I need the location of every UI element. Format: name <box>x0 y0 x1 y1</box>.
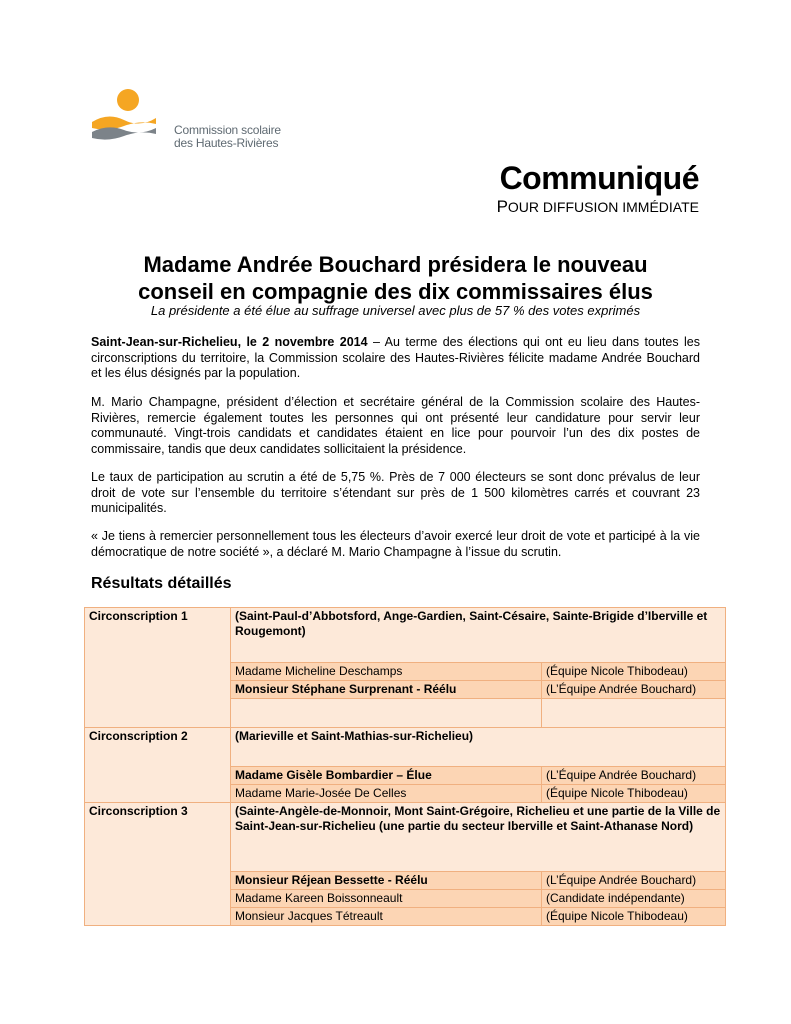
candidate-name: Monsieur Stéphane Surprenant - Réélu <box>231 681 542 699</box>
candidate-team: (Équipe Nicole Thibodeau) <box>542 663 726 681</box>
release-note-rest: OUR DIFFUSION IMMÉDIATE <box>507 199 699 215</box>
table-row <box>85 608 726 663</box>
paragraph-1-text: – Au terme des élections qui ont eu lieu dans toutes les circonscriptions du territoire, la Commission scolaire des Hautes-Rivières félicite madame Andrée Bouchard et les élus désignés par la population. <box>91 335 700 380</box>
table-row <box>85 803 726 872</box>
circonscription-2-label: Circonscription 2 <box>85 728 231 803</box>
paragraph-2: M. Mario Champagne, président d’élection et secrétaire général de la Commission scolaire des Hautes-Rivières, remercie également toutes les personnes qui ont présenté leur candidature pour servir leur communauté. Vingt-trois candidats et candidates étaient en lice pour pourvoir l’un des dix postes de commissaire, tandis que deux candidates sollicitaient la présidence. <box>91 395 700 456</box>
empty-cell <box>231 699 542 728</box>
headline-subtitle: La présidente a été élue au suffrage universel avec plus de 57 % des votes exprimés <box>150 303 641 318</box>
candidate-name: Madame Micheline Deschamps <box>231 663 542 681</box>
paragraph-3: Le taux de participation au scrutin a été de 5,75 %. Près de 7 000 électeurs se sont donc prévalus de leur droit de vote sur l’ensemble du territoire s’étendant sur près de 1 500 kilomètres carrés et couvrant 23 municipalités. <box>91 470 700 515</box>
headline <box>0 251 791 305</box>
candidate-name: Madame Kareen Boissonneault <box>231 890 542 908</box>
candidate-team: (L’Équipe Andrée Bouchard) <box>542 767 726 785</box>
circonscription-1-description: (Saint-Paul-d’Abbotsford, Ange-Gardien, Saint-Césaire, Sainte-Brigide d’Iberville et Rougemont) <box>231 608 726 663</box>
logo-text <box>174 124 281 150</box>
results-table <box>84 607 726 926</box>
logo-line-2: des Hautes-Rivières <box>174 136 279 150</box>
headline-line-1: Madame Andrée Bouchard présidera le nouveau <box>143 252 648 277</box>
release-note-initial: P <box>496 197 508 216</box>
logo-line-1: Commission scolaire <box>174 123 281 137</box>
document-title: Communiqué <box>499 160 699 196</box>
candidate-team: (Équipe Nicole Thibodeau) <box>542 908 726 926</box>
circonscription-2-description: (Marieville et Saint-Mathias-sur-Richelieu) <box>231 728 726 767</box>
candidate-name: Madame Gisèle Bombardier – Élue <box>231 767 542 785</box>
candidate-team: (Équipe Nicole Thibodeau) <box>542 785 726 803</box>
paragraph-4: « Je tiens à remercier personnellement tous les électeurs d’avoir exercé leur droit de vote et participé à la vie démocratique de notre société », a déclaré M. Mario Champagne à l’issue du scrutin. <box>91 529 700 559</box>
dateline: Saint-Jean-sur-Richelieu, le 2 novembre 2014 <box>91 335 368 349</box>
candidate-name: Monsieur Réjean Bessette - Réélu <box>231 872 542 890</box>
results-heading: Résultats détaillés <box>91 575 232 592</box>
logo <box>90 88 290 152</box>
release-note <box>497 197 699 217</box>
candidate-name: Madame Marie-Josée De Celles <box>231 785 542 803</box>
empty-cell <box>542 699 726 728</box>
candidate-team: (L’Équipe Andrée Bouchard) <box>542 681 726 699</box>
candidate-name: Monsieur Jacques Tétreault <box>231 908 542 926</box>
circonscription-3-description: (Sainte-Angèle-de-Monnoir, Mont Saint-Grégoire, Richelieu et une partie de la Ville de Saint-Jean-sur-Richelieu (une partie du secteur Iberville et Saint-Athanase Nord) <box>231 803 726 872</box>
paragraph-1 <box>91 335 700 382</box>
circonscription-3-label: Circonscription 3 <box>85 803 231 926</box>
candidate-team: (L’Équipe Andrée Bouchard) <box>542 872 726 890</box>
circonscription-1-label: Circonscription 1 <box>85 608 231 728</box>
table-row <box>85 728 726 767</box>
candidate-team: (Candidate indépendante) <box>542 890 726 908</box>
headline-line-2: conseil en compagnie des dix commissaires élus <box>138 279 653 304</box>
